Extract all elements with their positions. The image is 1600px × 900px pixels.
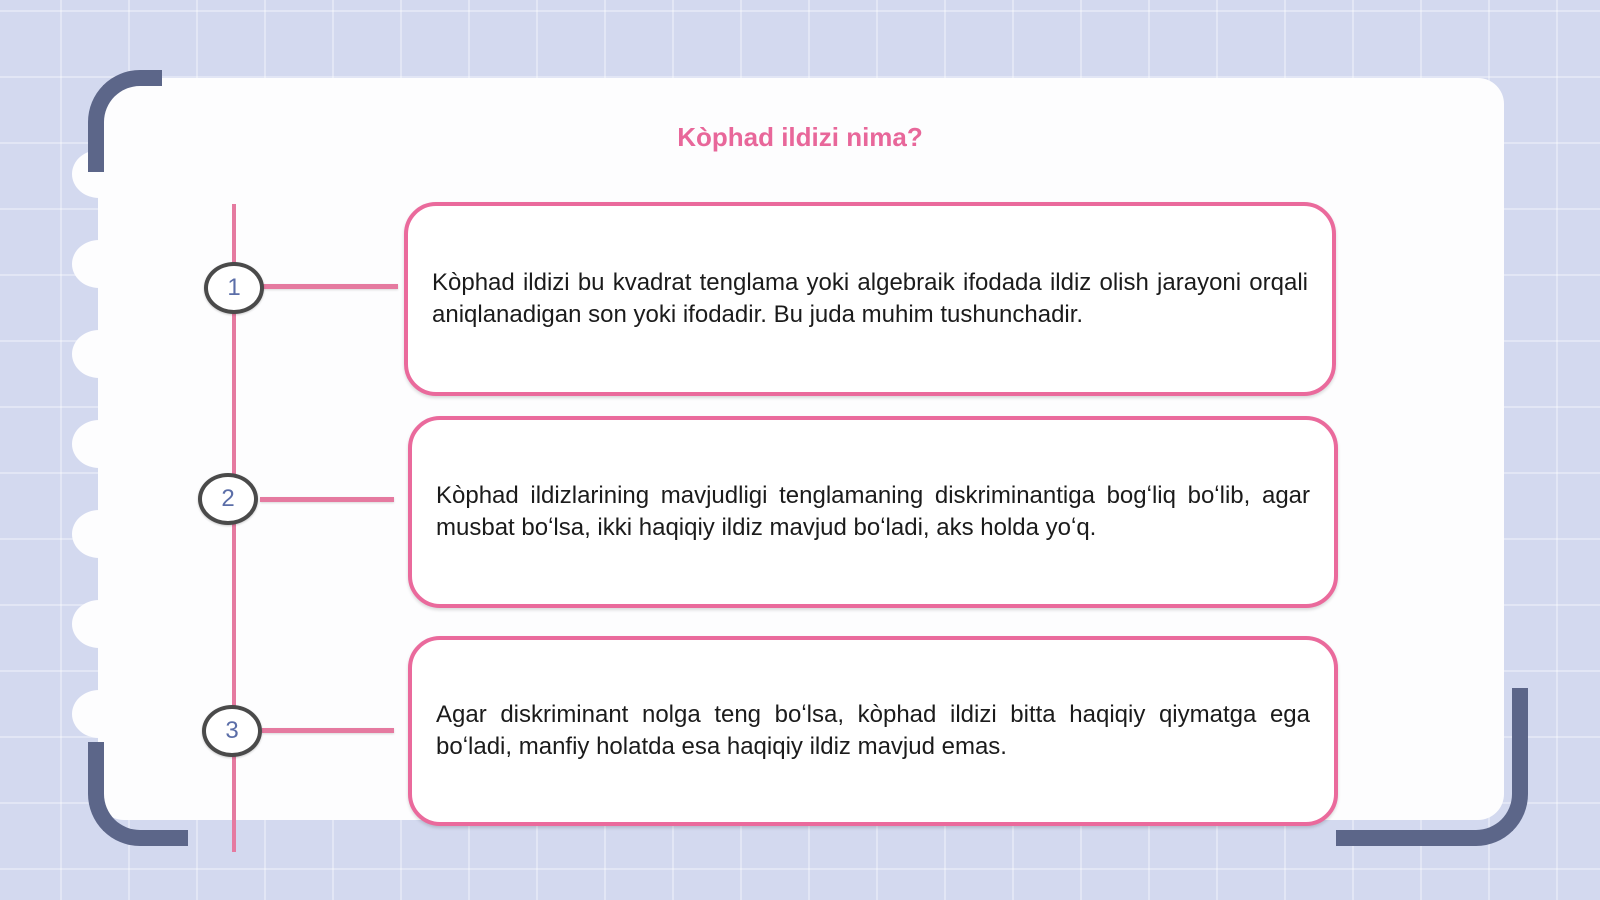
- sheet-scallop: [72, 690, 126, 738]
- step-number: 3: [225, 717, 239, 744]
- frame-corner-bottom-right: [1336, 688, 1528, 846]
- sheet-scallop: [72, 240, 126, 288]
- step-connector: [262, 728, 394, 733]
- step-card: [408, 636, 1338, 826]
- step-number: 2: [221, 485, 235, 512]
- sheet-scallop: [72, 600, 126, 648]
- frame-corner-top-left: [88, 70, 162, 172]
- step-connector: [260, 497, 394, 502]
- step-number: 1: [227, 274, 241, 301]
- sheet-scallop: [72, 330, 126, 378]
- step-card: [404, 202, 1336, 396]
- step-number-badge: [202, 705, 262, 757]
- step-text: Kòphad ildizi bu kvadrat tenglama yoki algebraik ifodada ildiz olish jarayoni orqali aniqlanadigan son yoki ifodadir. Bu juda muhim tushunchadir.: [432, 269, 1308, 328]
- sheet-scallop: [72, 420, 126, 468]
- step-card: [408, 416, 1338, 608]
- sheet-scallop: [72, 510, 126, 558]
- frame-corner-bottom-left: [88, 742, 188, 846]
- step-text: Agar diskriminant nolga teng boʻlsa, kòphad ildizi bitta haqiqiy qiymatga ega boʻladi, manfiy holatda esa haqiqiy ildiz mavjud emas.: [436, 701, 1310, 760]
- slide-title: Kòphad ildizi nima?: [677, 122, 923, 152]
- step-text: Kòphad ildizlarining mavjudligi tenglamaning diskriminantiga bogʻliq boʻlib, agar musbat boʻlsa, ikki haqiqiy ildiz mavjud boʻladi, aks holda yoʻq.: [436, 482, 1310, 541]
- step-connector: [262, 284, 398, 289]
- step-number-badge: [204, 262, 264, 314]
- step-number-badge: [198, 473, 258, 525]
